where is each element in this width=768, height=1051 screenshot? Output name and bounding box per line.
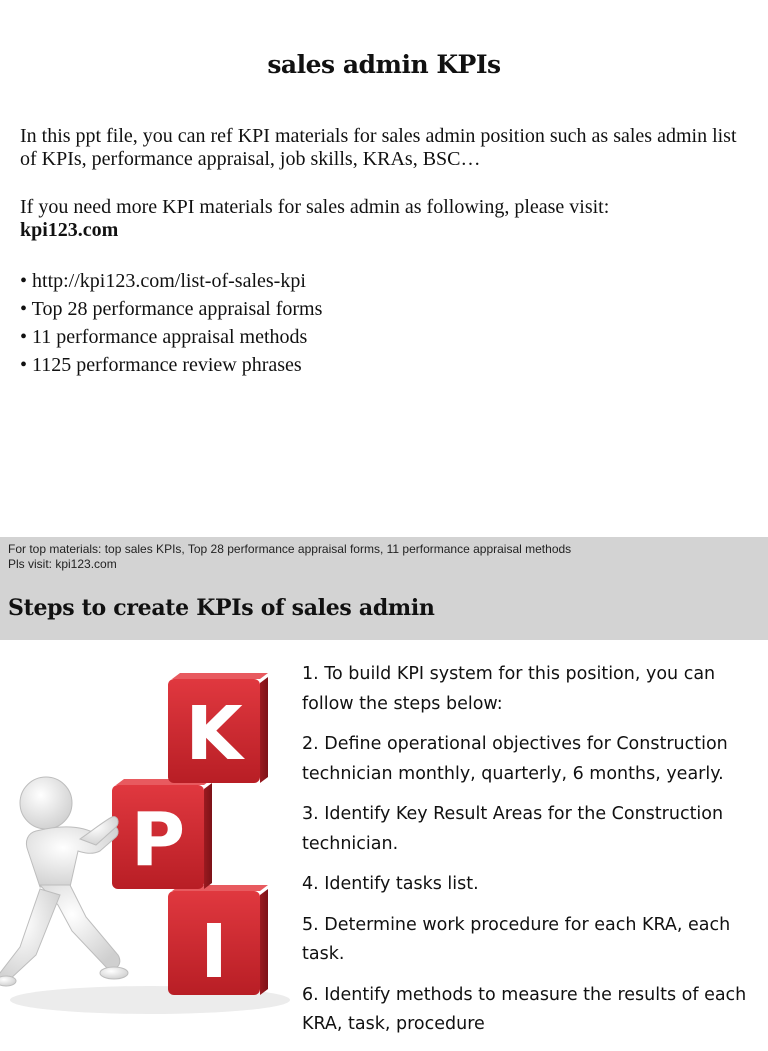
footer-line-2: Pls visit: kpi123.com [8, 557, 117, 571]
step-item: 2. Define operational objectives for Construction technician monthly, quarterly, 6 months, yearly. [302, 734, 728, 784]
step-item: 6. Identify methods to measure the results of each KRA, task, procedure [302, 984, 747, 1034]
step-item: 1. To build KPI system for this position, you can follow the steps below: [302, 664, 716, 714]
cube-p [112, 779, 212, 889]
cube-k [168, 673, 268, 783]
intro-paragraph: In this ppt file, you can ref KPI materials for sales admin position such as sales admin list of KPIs, performance appraisal, job skills, KRAs, BSC… [20, 125, 737, 170]
slide-2-title: Steps to create KPIs of sales admin [8, 595, 435, 621]
step-item: 4. Identify tasks list. [302, 874, 479, 894]
visit-link[interactable]: kpi123.com [20, 219, 119, 241]
promo-footer [0, 537, 768, 575]
step-item: 3. Identify Key Result Areas for the Construction technician. [302, 804, 724, 854]
step-item: 5. Determine work procedure for each KRA, each task. [302, 914, 731, 964]
list-item: • 1125 performance review phrases [20, 351, 322, 379]
materials-list [20, 267, 322, 379]
slide-2-body [0, 640, 768, 1034]
cube-letter-p: P [130, 797, 186, 883]
cube-letter-k: K [185, 691, 243, 777]
visit-text: If you need more KPI materials for sales admin as following, please visit: [20, 196, 610, 218]
footer-line-1: For top materials: top sales KPIs, Top 28 performance appraisal forms, 11 performance appraisal methods [8, 542, 572, 556]
pushing-figure [0, 777, 128, 986]
slide-2-header [0, 575, 768, 640]
slide-1-title: sales admin KPIs [267, 50, 501, 79]
list-item: • 11 performance appraisal methods [20, 323, 322, 351]
cube-letter-i: I [200, 909, 228, 995]
kpi-cubes-illustration [0, 655, 290, 1024]
list-item: • Top 28 performance appraisal forms [20, 295, 322, 323]
steps-list [302, 660, 752, 1051]
visit-paragraph [20, 196, 750, 242]
list-item[interactable]: • http://kpi123.com/list-of-sales-kpi [20, 267, 322, 295]
cube-i [168, 885, 268, 995]
